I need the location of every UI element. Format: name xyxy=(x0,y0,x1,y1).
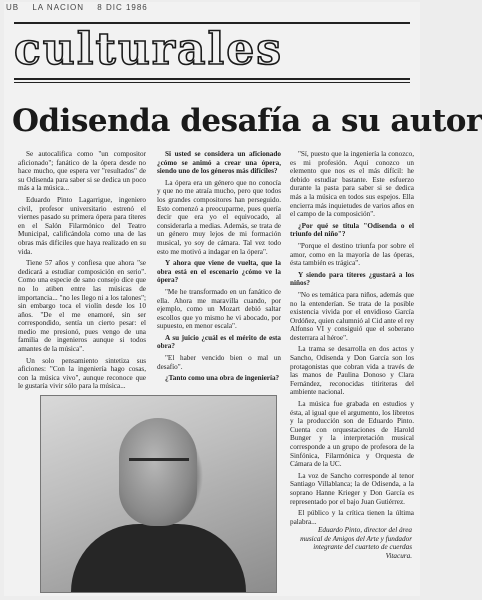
portrait-photo xyxy=(40,395,277,593)
article-headline: Odisenda desafía a su autor xyxy=(12,103,482,139)
masthead-strip xyxy=(6,3,386,13)
question: Si usted se considera un aficionado ¿cómo se animó a crear una ópera, siendo uno de los géneros más difíciles? xyxy=(157,150,281,176)
article-column-2 xyxy=(157,150,281,386)
photo-caption: Eduardo Pinto, director del área musical de Amigos del Arte y fundador integrante del cuarteto de cuerdas Vitacura. xyxy=(300,526,412,560)
question: A su juicio ¿cuál es el mérito de esta obra? xyxy=(157,333,281,351)
paragraph: "Me he transformado en un fanático de ella. Ahora me maravilla cuando, por ejemplo, como un Mozart debió saltar escollos que yo mismo he vi abocado, por supuesto, en menor escala". xyxy=(157,287,281,331)
question: ¿Tanto como una obra de ingeniería? xyxy=(165,374,280,383)
question: Y ahora que viene de vuelta, que la obra está en el escenario ¿cómo ve la ópera? xyxy=(157,259,281,285)
paragraph: Eduardo Pinto Lagarrigue, ingeniero civil, profesor universitario estrenó el viernes pasado su primera ópera para títeres en el Salón Filarmónico del Teatro Municipal, calificándola como una de las obras más difíciles que haya realizado en su vida. xyxy=(18,195,146,256)
photo-shoulders xyxy=(71,524,246,592)
paragraph: "No es temática para niños, además que no la entenderían. Se trata de la posible existencia vivida por el envidioso García Ordóñez, quien calumnió al Cid ante el rey Alfonso VI y consiguió que el soberano desterrara al héroe". xyxy=(290,290,414,342)
paragraph: La trama se desarrolla en dos actos y Sancho, Odisenda y Don García son los protagonistas que cobran vida a través de las manos de Paulina Donoso y Clara Fernández, reconocidas titiriteras del ambiente nacional. xyxy=(290,345,414,397)
section-title: culturales xyxy=(14,24,283,75)
article-column-1 xyxy=(18,150,146,394)
paragraph: La música fue grabada en estudios y ésta, al igual que el argumento, los libretos y la producción son de Eduardo Pinto. Cuenta con orquestaciones de Harold Bunger y la interpretación musical corresponde a un grupo de profesora de la Sinfónica, Filarmónica y Orquesta de Cámara de la UC. xyxy=(290,400,414,469)
paragraph: Un solo pensamiento sintetiza sus aficiones: "Con la ingeniería hago cosas, con la música vivo", aunque reconoce que le gustaría vivir sólo para la música... xyxy=(18,356,146,391)
question: Y siendo para títeres ¿gustará a los niños? xyxy=(290,270,414,288)
article-column-3 xyxy=(290,150,414,529)
section-rule-top xyxy=(14,78,410,80)
paragraph: "Porque el destino triunfa por sobre el amor, como en la mayoría de las óperas, ésta también es trágica". xyxy=(290,241,414,268)
paragraph: "Sí, puesto que la ingeniería la conozco, es mi profesión. Aquí conozco un elemento que nos es el más difícil: he debido estudiar bastante. Este esfuerzo durante la pasta para saber si se dedica más a la música en todos sus espejos. Ella encierra más inquietudes de varios años en el campo de la composición". xyxy=(290,150,414,219)
paragraph: Tiene 57 años y confiesa que ahora "se dedicará a estudiar composición en serio". Como una especie de sano consejo dice que no lo atiben entre las músicas de importancia... "no les llego ni a los talones"; sin embargo toca el violín desde los 10 años. "De el me enamoré, sin ser correspondido, sentía un cierto pesar: el medio me presionó, pues vengo de una familia de ingenieros aunque si todos amantes de la música". xyxy=(18,259,146,354)
photo-glasses xyxy=(129,458,189,475)
masthead-date: 8 DIC 1986 xyxy=(97,3,148,12)
paragraph: Se autocalifica como "un compositor aficionado"; fanático de la ópera desde no hace mucho, que espera ver "resultados" de su Odisenda para saber si se dedica un poco más a la música... xyxy=(18,150,146,193)
question: ¿Por qué se titula "Odisenda o el triunfo del niño"? xyxy=(290,221,414,239)
masthead-left: UB xyxy=(6,3,20,12)
paragraph: La ópera era un género que no conocía y que no me atraía mucho, pero que todos los grandes compositores han perseguido. Esto comenzó a preocuparme, pues quería decir que era yo el equivocado, al considerarla a medias. Además, se trata de un género muy lejos de mi formación musical, yo soy de cámara. Tal vez todo esto me motivó a indagar en la ópera". xyxy=(157,178,281,256)
masthead-paper: LA NACION xyxy=(32,3,85,12)
paragraph: La voz de Sancho corresponde al tenor Santiago Villablanca; la de Odisenda, a la soprano Hanne Krieger y Don García es representado por el bajo Juan Gutiérrez. xyxy=(290,471,414,506)
paragraph: "El haber vencido bien o mal un desafío". xyxy=(157,354,281,371)
paragraph: El público y la crítica tienen la última palabra... xyxy=(290,509,414,526)
section-rule-bottom xyxy=(14,82,410,83)
